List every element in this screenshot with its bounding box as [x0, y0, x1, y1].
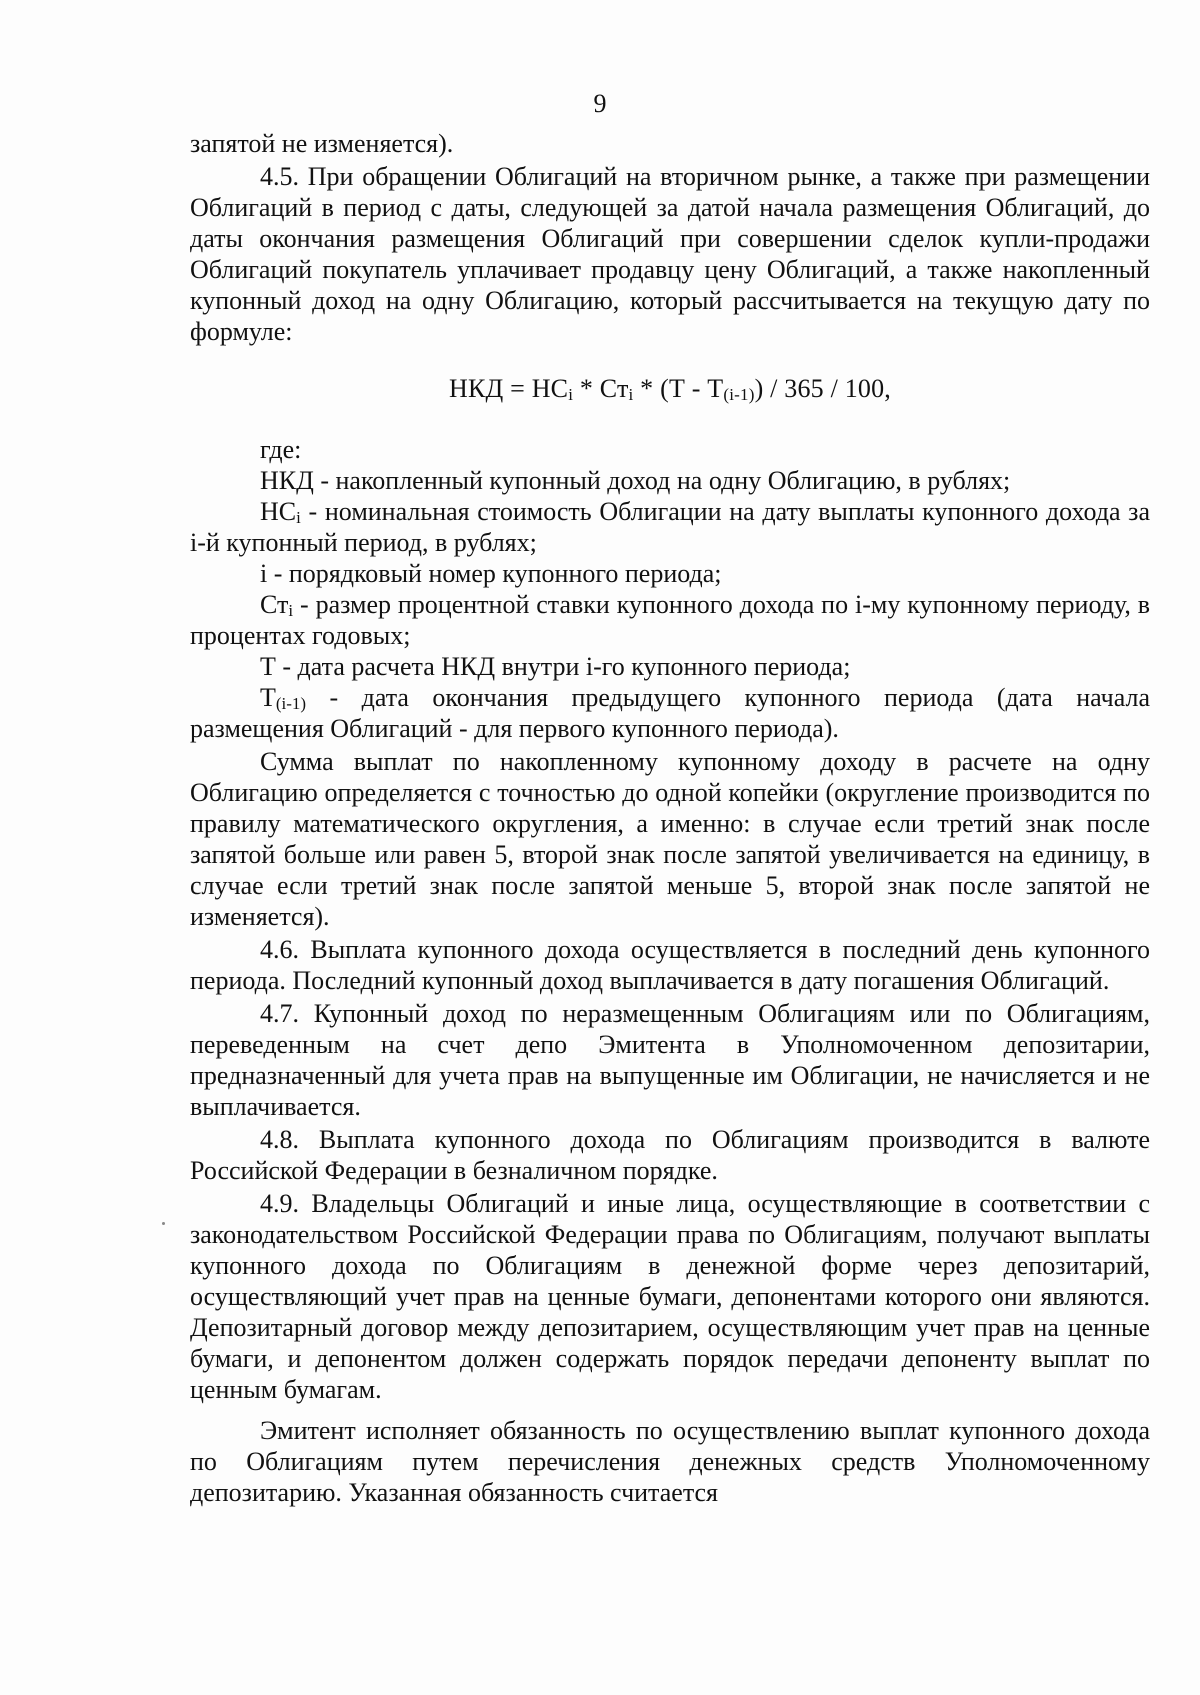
formula-subscript: i [628, 385, 634, 404]
definition-term: Ст [260, 590, 289, 619]
section-4-6: 4.6. Выплата купонного дохода осуществляется в последний день купонного периода. Последний купонный доход выплачивается в дату погашения Облигаций. [190, 935, 1150, 995]
where-label: где: [260, 435, 302, 464]
scan-speck [162, 1222, 165, 1225]
definition-term: НС [260, 497, 297, 526]
section-4-9: 4.9. Владельцы Облигаций и иные лица, осуществляющие в соответствии с законодательством Российской Федерации права по Облигациям, получают выплаты купонного дохода по Облигациям в денежной форме через депозитарий, осуществляющий учет прав на ценные бумаги, депонентами которого они являются. Депозитарный договор между депозитарием, осуществляющим учет прав на ценные бумаги, и депонентом должен содержать порядок передачи депоненту выплат по ценным бумагам. [190, 1189, 1150, 1404]
definition-nkd: НКД - накопленный купонный доход на одну Облигацию, в рублях; [260, 466, 1011, 495]
continued-text: запятой не изменяется). [190, 129, 454, 158]
definition-text: - номинальная стоимость Облигации на дату выплаты купонного дохода за i-й купонный период, в рублях; [190, 497, 1150, 557]
section-4-5: 4.5. При обращении Облигаций на вторичном рынке, а также при размещении Облигаций в период с даты, следующей за датой начала размещения Облигаций, до даты окончания размещения Облигаций при совершении сделок купли-продажи Облигаций покупатель уплачивает продавцу цену Облигаций, а также накопленный купонный доход на одну Облигацию, который рассчитывается на текущую дату по формуле: [190, 162, 1150, 346]
definition-i: i - порядковый номер купонного периода; [260, 559, 722, 588]
section-4-8: 4.8. Выплата купонного дохода по Облигациям производится в валюте Российской Федерации в безналичном порядке. [190, 1125, 1150, 1185]
formula-subscript: (i-1) [723, 385, 755, 404]
document-body [190, 128, 1150, 1508]
definition-term: Т [260, 683, 276, 712]
formula-subscript: i [568, 385, 574, 404]
rounding-rule: Сумма выплат по накопленному купонному доходу в расчете на одну Облигацию определяется с точностью до одной копейки (округление производится по правилу математического округления, а именно: в случае если третий знак после запятой больше или равен 5, второй знак после запятой увеличивается на единицу, в случае если третий знак после запятой меньше 5, второй знак после запятой не изменяется). [190, 747, 1150, 931]
issuer-obligation: Эмитент исполняет обязанность по осуществлению выплат купонного дохода по Облигациям путем перечисления денежных средств Уполномоченному депозитарию. Указанная обязанность считается [190, 1416, 1150, 1507]
definition-t-prev [190, 682, 1150, 744]
formula-part: * Ст [573, 374, 629, 403]
section-4-7: 4.7. Купонный доход по неразмещенным Облигациям или по Облигациям, переведенным на счет депо Эмитента в Уполномоченном депозитарии, предназначенный для учета прав на выпущенные им Облигации, не начисляется и не выплачивается. [190, 999, 1150, 1121]
definition-nc [190, 496, 1150, 558]
definition-text: - дата окончания предыдущего купонного периода (дата начала размещения Облигаций - для первого купонного периода). [190, 683, 1150, 743]
definition-text: - размер процентной ставки купонного дохода по i-му купонному периоду, в процентах годовых; [190, 590, 1150, 650]
formula-part: ) / 365 / 100, [754, 374, 891, 403]
page-number: 9 [593, 89, 607, 118]
definition-subscript: i [288, 601, 294, 620]
formula-part: * (Т - Т [633, 374, 724, 403]
definition-ct [190, 589, 1150, 651]
definition-subscript: (i-1) [275, 694, 307, 713]
definition-t: Т - дата расчета НКД внутри i-го купонного периода; [260, 652, 851, 681]
formula-part: НКД = НС [448, 374, 569, 403]
definition-subscript: i [296, 508, 301, 527]
nkd-formula [190, 373, 1150, 404]
